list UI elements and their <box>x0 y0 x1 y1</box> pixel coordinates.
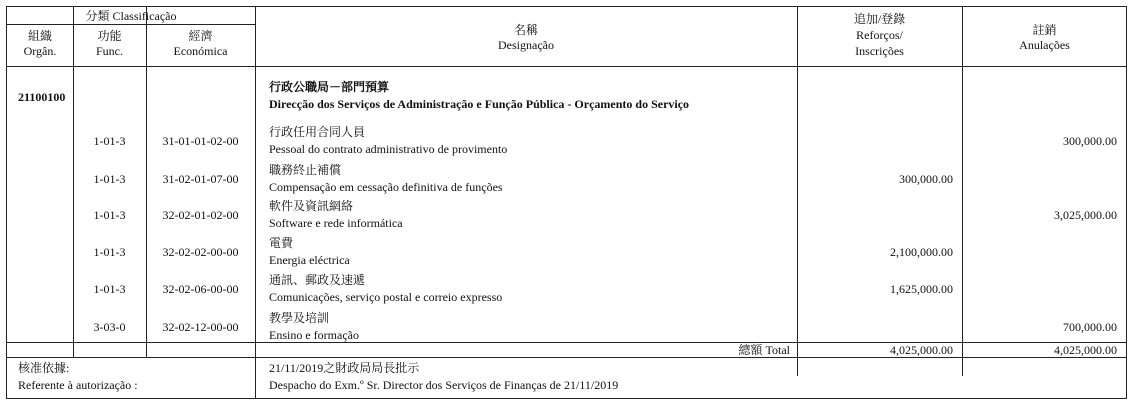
header-reforcos-zh: 追加/登錄 <box>853 12 906 26</box>
row-func-code: 1-01-3 <box>93 282 126 296</box>
row-reforco: 1,625,000.00 <box>890 282 953 296</box>
row-anulacao: 3,025,000.00 <box>1054 208 1117 222</box>
row-name-pt: Pessoal do contrato administrativo de provimento <box>269 142 508 156</box>
header-organ-zh: 組織 <box>27 29 52 43</box>
header-classification: 分類 Classificação <box>85 9 177 23</box>
row-name-zh: 職務終止補償 <box>269 163 342 177</box>
rule-classification <box>7 24 255 25</box>
row-name-pt: Comunicações, serviço postal e correio expresso <box>269 290 503 304</box>
header-reforcos-pt1: Reforços/ <box>856 28 903 42</box>
footer-text-pt: Despacho do Exm.º Sr. Director dos Serviços de Finanças de 21/11/2019 <box>269 378 619 392</box>
header-func-zh: 功能 <box>97 29 122 43</box>
header-econ-pt: Económica <box>173 44 228 58</box>
row-name-zh: 軟件及資訊網絡 <box>269 199 354 213</box>
row-func-code: 1-01-3 <box>93 134 126 148</box>
row-name-zh: 電費 <box>269 236 294 250</box>
row-func-code: 1-01-3 <box>93 208 126 222</box>
header-anul-zh: 註銷 <box>1032 23 1057 37</box>
total-anulacao: 4,025,000.00 <box>1054 343 1117 357</box>
row-name-pt: Ensino e formação <box>269 328 359 342</box>
row-reforco: 300,000.00 <box>899 172 953 186</box>
header-econ-zh: 經濟 <box>188 29 213 43</box>
header-func-pt: Func. <box>96 44 123 58</box>
row-econ-code: 32-02-06-00-00 <box>162 282 239 296</box>
row-name-pt: Software e rede informática <box>269 216 403 230</box>
organ-code: 21100100 <box>18 90 66 104</box>
organ-name-zh: 行政公職局－部門預算 <box>269 80 390 94</box>
footer-text-zh: 21/11/2019之財政局局長批示 <box>269 361 420 375</box>
budget-table <box>6 6 1127 399</box>
row-econ-code: 32-02-02-00-00 <box>162 245 239 259</box>
total-label: 總額 Total <box>738 343 790 357</box>
rule-header-bottom <box>7 66 1127 67</box>
row-func-code: 1-01-3 <box>93 172 126 186</box>
header-organ-pt: Orgân. <box>23 44 57 58</box>
footer-label-zh: 核准依據: <box>18 361 70 375</box>
header-anul-pt: Anulações <box>1019 38 1070 52</box>
rule-total-bottom <box>7 357 1127 358</box>
rule-total-top <box>7 342 1127 343</box>
header-reforcos-pt2: Inscrições <box>855 44 904 58</box>
row-name-pt: Compensação em cessação definitiva de funções <box>269 180 503 194</box>
footer-label-pt: Referente à autorização : <box>18 378 138 392</box>
row-func-code: 3-03-0 <box>93 320 126 334</box>
row-reforco: 2,100,000.00 <box>890 245 953 259</box>
row-anulacao: 300,000.00 <box>1063 134 1117 148</box>
row-func-code: 1-01-3 <box>93 245 126 259</box>
row-econ-code: 32-02-01-02-00 <box>162 208 239 222</box>
row-name-zh: 通訊、郵政及速遞 <box>269 273 366 287</box>
row-name-pt: Energia eléctrica <box>269 253 350 267</box>
row-name-zh: 行政任用合同人員 <box>269 125 366 139</box>
total-reforco: 4,025,000.00 <box>890 343 953 357</box>
organ-name-pt: Direcção dos Serviços de Administração e Função Pública - Orçamento do Serviço <box>269 97 690 111</box>
row-econ-code: 32-02-12-00-00 <box>162 320 239 334</box>
row-name-zh: 教學及培訓 <box>269 311 330 325</box>
header-desig-zh: 名稱 <box>513 23 538 37</box>
row-econ-code: 31-02-01-07-00 <box>162 172 239 186</box>
header-desig-pt: Designação <box>498 38 554 52</box>
row-anulacao: 700,000.00 <box>1063 320 1117 334</box>
row-econ-code: 31-01-01-02-00 <box>162 134 239 148</box>
col-rule-desig-ref <box>797 7 798 376</box>
